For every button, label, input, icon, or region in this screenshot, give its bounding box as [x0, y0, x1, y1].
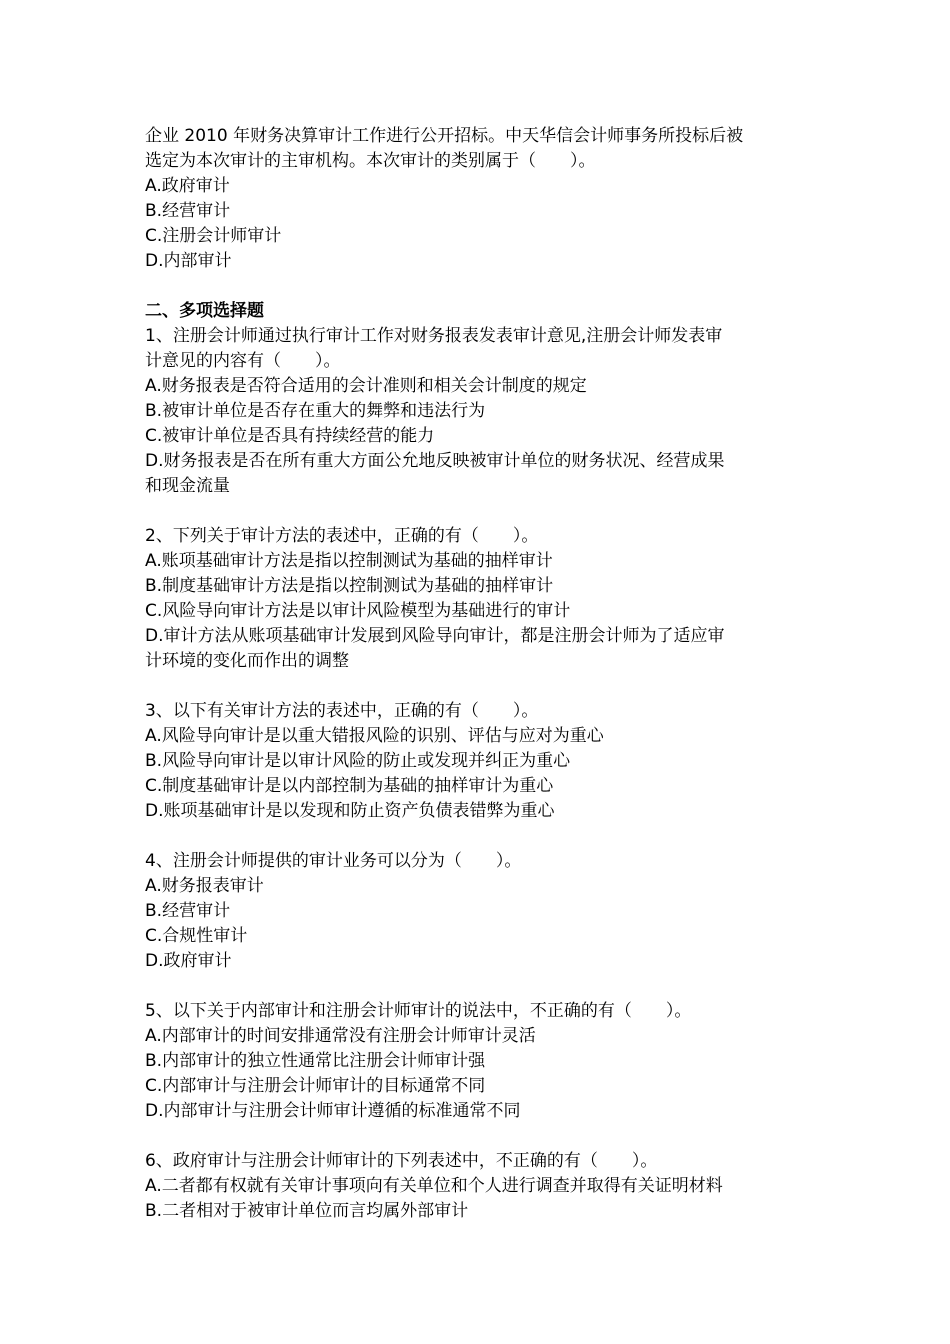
option-b: B.被审计单位是否存在重大的舞弊和违法行为: [145, 401, 486, 421]
option-d: D.政府审计: [145, 951, 232, 971]
option-b: B.二者相对于被审计单位而言均属外部审计: [145, 1201, 469, 1221]
option-c: C.注册会计师审计: [145, 226, 282, 246]
option-a: A.财务报表审计: [145, 876, 264, 896]
question-6: [145, 1149, 825, 1224]
question-1: [145, 324, 825, 499]
question-text: 1、注册会计师通过执行审计工作对财务报表发表审计意见,注册会计师发表审: [145, 326, 723, 346]
question-text: 计意见的内容有（ ）。: [145, 351, 341, 371]
question-3: [145, 699, 825, 824]
option-d-continued: 和现金流量: [145, 476, 230, 496]
option-b: B.内部审计的独立性通常比注册会计师审计强: [145, 1051, 486, 1071]
option-a: A.账项基础审计方法是指以控制测试为基础的抽样审计: [145, 551, 553, 571]
option-c: C.制度基础审计是以内部控制为基础的抽样审计为重心: [145, 776, 554, 796]
option-b: B.经营审计: [145, 901, 231, 921]
document-content: [145, 124, 825, 1224]
question-text: 选定为本次审计的主审机构。本次审计的类别属于（ ）。: [145, 151, 596, 171]
option-a: A.政府审计: [145, 176, 230, 196]
option-c: C.内部审计与注册会计师审计的目标通常不同: [145, 1076, 486, 1096]
option-b: B.风险导向审计是以审计风险的防止或发现并纠正为重心: [145, 751, 571, 771]
option-d: D.财务报表是否在所有重大方面公允地反映被审计单位的财务状况、经营成果: [145, 451, 725, 471]
option-d: D.内部审计: [145, 251, 232, 271]
option-a: A.风险导向审计是以重大错报风险的识别、评估与应对为重心: [145, 726, 604, 746]
question-text: 4、注册会计师提供的审计业务可以分为（ ）。: [145, 851, 522, 871]
question-4: [145, 849, 825, 974]
option-d-continued: 计环境的变化而作出的调整: [145, 651, 349, 671]
question-text: 6、政府审计与注册会计师审计的下列表述中，不正确的有（ ）。: [145, 1151, 658, 1171]
option-b: B.制度基础审计方法是指以控制测试为基础的抽样审计: [145, 576, 554, 596]
option-a: A.内部审计的时间安排通常没有注册会计师审计灵活: [145, 1026, 536, 1046]
option-c: C.风险导向审计方法是以审计风险模型为基础进行的审计: [145, 601, 571, 621]
option-c: C.被审计单位是否具有持续经营的能力: [145, 426, 435, 446]
section-title: 二、多项选择题: [145, 301, 264, 321]
option-c: C.合规性审计: [145, 926, 248, 946]
question-text: 2、下列关于审计方法的表述中，正确的有（ ）。: [145, 526, 539, 546]
option-d: D.审计方法从账项基础审计发展到风险导向审计，都是注册会计师为了适应审: [145, 626, 725, 646]
option-a: A.二者都有权就有关审计事项向有关单位和个人进行调查并取得有关证明材料: [145, 1176, 723, 1196]
question-text: 5、以下关于内部审计和注册会计师审计的说法中，不正确的有（ ）。: [145, 1001, 692, 1021]
question-text: 企业 2010 年财务决算审计工作进行公开招标。中天华信会计师事务所投标后被: [145, 126, 744, 146]
question-2: [145, 524, 825, 674]
intro-question: [145, 124, 825, 274]
question-text: 3、以下有关审计方法的表述中，正确的有（ ）。: [145, 701, 539, 721]
option-a: A.财务报表是否符合适用的会计准则和相关会计制度的规定: [145, 376, 587, 396]
option-d: D.内部审计与注册会计师审计遵循的标准通常不同: [145, 1101, 521, 1121]
option-d: D.账项基础审计是以发现和防止资产负债表错弊为重心: [145, 801, 555, 821]
question-5: [145, 999, 825, 1124]
option-b: B.经营审计: [145, 201, 231, 221]
